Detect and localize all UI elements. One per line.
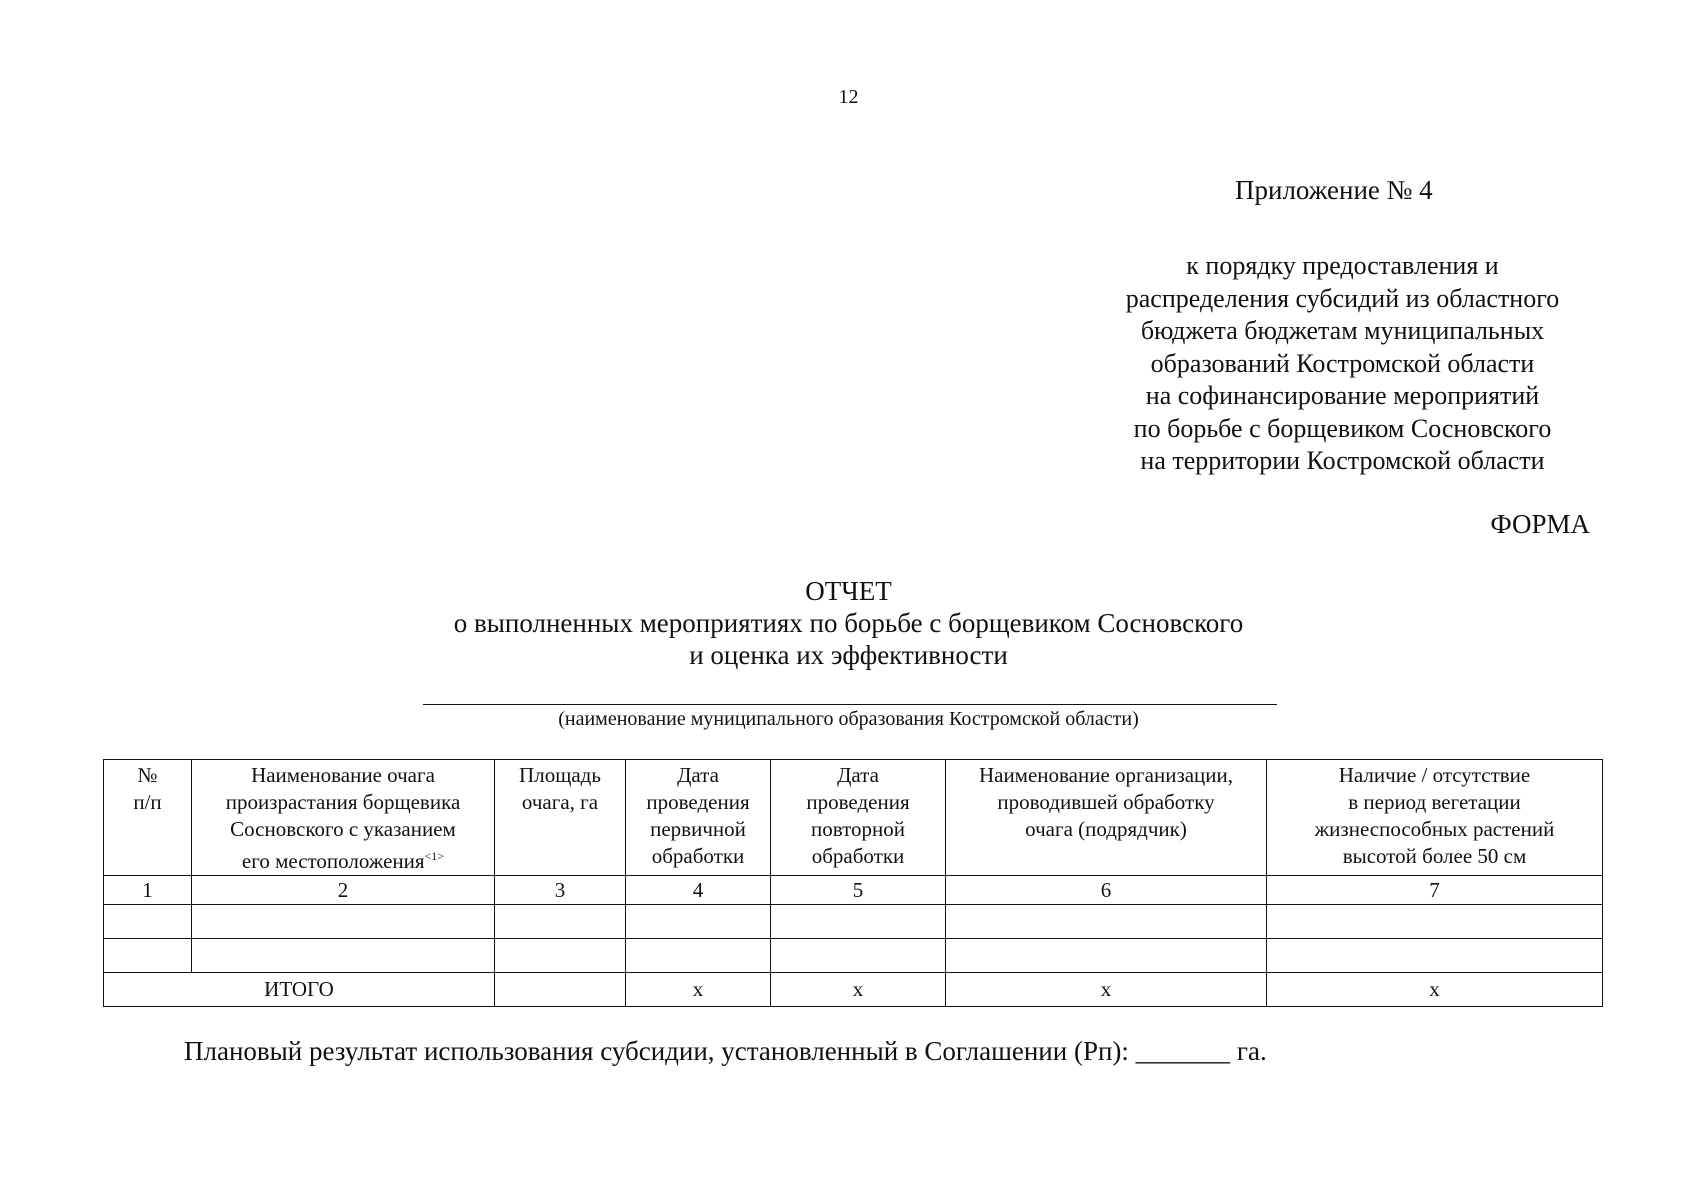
appendix-subtitle-line: по борьбе с борщевиком Сосновского bbox=[1133, 413, 1552, 443]
table-row-empty bbox=[104, 939, 1603, 973]
page-number: 12 bbox=[838, 86, 859, 108]
appendix-subtitle-line: на территории Костромской области bbox=[1140, 446, 1545, 475]
empty-cell bbox=[626, 939, 771, 973]
appendix-subtitle bbox=[1055, 250, 1630, 478]
empty-cell bbox=[1267, 939, 1603, 973]
appendix-title: Приложение № 4 bbox=[1235, 175, 1433, 205]
total-cell: x bbox=[1267, 973, 1603, 1007]
footnote-mark: <1> bbox=[424, 849, 445, 863]
empty-cell bbox=[192, 939, 495, 973]
column-number: 7 bbox=[1267, 876, 1603, 905]
form-label: ФОРМА bbox=[1490, 509, 1590, 539]
table-row-total bbox=[104, 973, 1603, 1007]
column-number-row bbox=[104, 876, 1603, 905]
empty-cell bbox=[946, 905, 1267, 939]
column-number: 6 bbox=[946, 876, 1267, 905]
column-number: 1 bbox=[104, 876, 192, 905]
empty-cell bbox=[104, 939, 192, 973]
header-cell-primary-date: Дата проведения первичной обработки bbox=[626, 760, 771, 876]
total-area bbox=[495, 973, 626, 1007]
empty-cell bbox=[104, 905, 192, 939]
header-cell-number: № п/п bbox=[104, 760, 192, 876]
report-title-line: и оценка их эффективности bbox=[689, 640, 1008, 670]
header-cell-repeat-date: Дата проведения повторной обработки bbox=[771, 760, 946, 876]
total-cell: x bbox=[771, 973, 946, 1007]
appendix-subtitle-line: образований Костромской области bbox=[1150, 348, 1535, 378]
header-cell-plants-presence: Наличие / отсутствие в период вегетации жизнеспособных растений высотой более 50 см bbox=[1267, 760, 1603, 876]
total-cell: x bbox=[626, 973, 771, 1007]
empty-cell bbox=[495, 939, 626, 973]
empty-cell bbox=[946, 939, 1267, 973]
planned-result-line: Плановый результат использования субсидии, установленный в Соглашении (Рп): _______ га. bbox=[184, 1036, 1267, 1066]
header-cell-site-name: Наименование очага произрастания борщевика Сосновского с указанием его местоположения$^{<1>}$ bbox=[192, 760, 495, 876]
report-title-line: о выполненных мероприятиях по борьбе с борщевиком Сосновского bbox=[453, 608, 1244, 638]
empty-cell bbox=[626, 905, 771, 939]
column-number: 2 bbox=[192, 876, 495, 905]
report-title bbox=[0, 575, 1697, 671]
total-cell: x bbox=[946, 973, 1267, 1007]
appendix-subtitle-line: распределения субсидий из областного bbox=[1125, 283, 1560, 313]
appendix-subtitle-line: бюджета бюджетам муниципальных bbox=[1140, 316, 1545, 345]
table-row-empty bbox=[104, 905, 1603, 939]
header-cell-area: Площадь очага, га bbox=[495, 760, 626, 876]
empty-cell bbox=[495, 905, 626, 939]
table-header-row bbox=[104, 760, 1603, 876]
empty-cell bbox=[771, 939, 946, 973]
empty-cell bbox=[771, 905, 946, 939]
report-title-line: ОТЧЕТ bbox=[805, 576, 892, 606]
column-number: 4 bbox=[626, 876, 771, 905]
header-cell-contractor: Наименование организации, проводившей обработку очага (подрядчик) bbox=[946, 760, 1267, 876]
empty-cell bbox=[1267, 905, 1603, 939]
appendix-subtitle-line: на софинансирование мероприятий bbox=[1145, 381, 1540, 410]
municipality-name-field-line bbox=[423, 704, 1277, 705]
column-number: 3 bbox=[495, 876, 626, 905]
empty-cell bbox=[192, 905, 495, 939]
total-label: ИТОГО bbox=[104, 973, 495, 1007]
municipality-name-caption: (наименование муниципального образования Костромской области) bbox=[558, 708, 1139, 730]
appendix-subtitle-line: к порядку предоставления и bbox=[1186, 251, 1499, 280]
column-number: 5 bbox=[771, 876, 946, 905]
report-table bbox=[103, 759, 1603, 1007]
